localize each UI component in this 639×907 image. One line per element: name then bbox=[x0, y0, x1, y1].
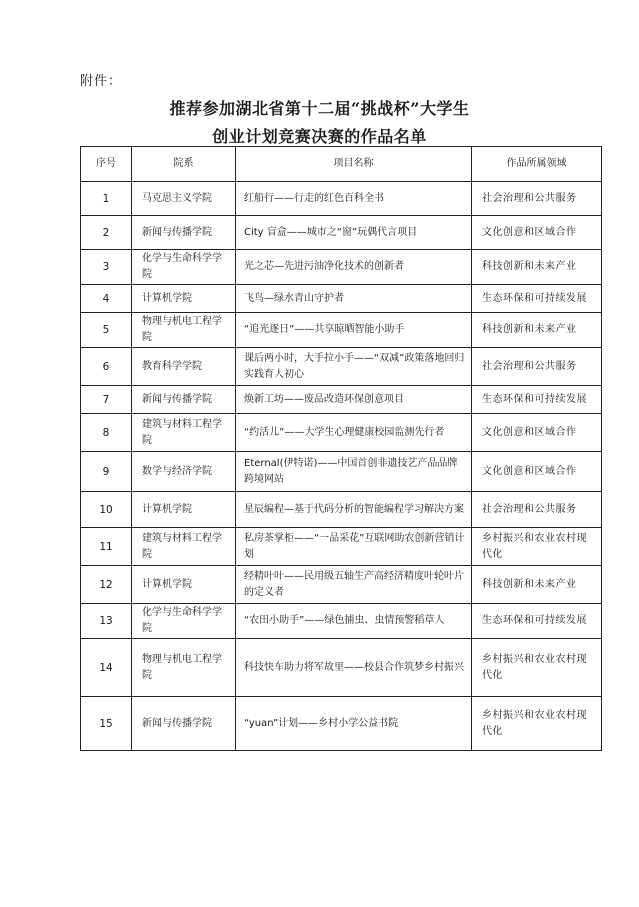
row-department: 化学与生命科学学院 bbox=[132, 250, 236, 285]
row-project-name: “yuan”计划——乡村小学公益书院 bbox=[236, 697, 472, 751]
table-row bbox=[81, 414, 602, 452]
table-row bbox=[81, 182, 602, 216]
row-department: 计算机学院 bbox=[132, 285, 236, 313]
row-number: 11 bbox=[81, 528, 132, 566]
row-project-name: 红船行——行走的红色百科全书 bbox=[236, 182, 472, 216]
table-row bbox=[81, 697, 602, 751]
row-field: 乡村振兴和农业农村现代化 bbox=[472, 697, 602, 751]
row-project-name: “追光逐日”——共享晾晒智能小助手 bbox=[236, 313, 472, 348]
row-project-name: City 盲盒——城市之“窗”玩偶代言项目 bbox=[236, 216, 472, 250]
row-field: 生态环保和可持续发展 bbox=[472, 285, 602, 313]
row-number: 4 bbox=[81, 285, 132, 313]
row-project-name: 飞鸟—绿水青山守护者 bbox=[236, 285, 472, 313]
row-department: 马克思主义学院 bbox=[132, 182, 236, 216]
row-number: 10 bbox=[81, 492, 132, 528]
table-row bbox=[81, 452, 602, 492]
row-number: 1 bbox=[81, 182, 132, 216]
row-field: 乡村振兴和农业农村现代化 bbox=[472, 639, 602, 697]
row-field: 科技创新和未来产业 bbox=[472, 250, 602, 285]
page-title-line1: 推荐参加湖北省第十二届“挑战杯”大学生 bbox=[169, 99, 470, 118]
row-field: 生态环保和可持续发展 bbox=[472, 386, 602, 414]
row-field: 社会治理和公共服务 bbox=[472, 348, 602, 386]
row-field: 社会治理和公共服务 bbox=[472, 182, 602, 216]
page-title-line2: 创业计划竞赛决赛的作品名单 bbox=[212, 127, 427, 146]
table-row bbox=[81, 250, 602, 285]
row-project-name: 经精叶叶——民用级五轴生产高经济精度叶轮叶片的定义者 bbox=[236, 566, 472, 604]
row-department: 新闻与传播学院 bbox=[132, 216, 236, 250]
row-number: 3 bbox=[81, 250, 132, 285]
row-field: 科技创新和未来产业 bbox=[472, 313, 602, 348]
row-number: 2 bbox=[81, 216, 132, 250]
row-department: 物理与机电工程学院 bbox=[132, 639, 236, 697]
row-number: 14 bbox=[81, 639, 132, 697]
row-number: 8 bbox=[81, 414, 132, 452]
table-row bbox=[81, 566, 602, 604]
row-number: 9 bbox=[81, 452, 132, 492]
row-field: 社会治理和公共服务 bbox=[472, 492, 602, 528]
row-department: 物理与机电工程学院 bbox=[132, 313, 236, 348]
table-row bbox=[81, 285, 602, 313]
row-project-name: 光之芯—先进污油净化技术的创新者 bbox=[236, 250, 472, 285]
row-department: 计算机学院 bbox=[132, 492, 236, 528]
row-field: 生态环保和可持续发展 bbox=[472, 604, 602, 639]
row-project-name: “农田小助手”——绿色捕虫、虫情预警稻草人 bbox=[236, 604, 472, 639]
row-department: 新闻与传播学院 bbox=[132, 697, 236, 751]
row-department: 教育科学学院 bbox=[132, 348, 236, 386]
row-field: 科技创新和未来产业 bbox=[472, 566, 602, 604]
row-number: 15 bbox=[81, 697, 132, 751]
header-project-name: 项目名称 bbox=[236, 147, 472, 182]
row-field: 乡村振兴和农业农村现代化 bbox=[472, 528, 602, 566]
table-row bbox=[81, 386, 602, 414]
row-project-name: 私房茶掌柜——“一品采花”互联网助农创新营销计划 bbox=[236, 528, 472, 566]
row-department: 化学与生命科学学院 bbox=[132, 604, 236, 639]
table-header-row bbox=[81, 147, 602, 182]
row-number: 5 bbox=[81, 313, 132, 348]
row-number: 12 bbox=[81, 566, 132, 604]
row-department: 计算机学院 bbox=[132, 566, 236, 604]
row-field: 文化创意和区域合作 bbox=[472, 452, 602, 492]
header-number: 序号 bbox=[81, 147, 132, 182]
row-project-name: Eternal(伊特诺)——中国首创非遗技艺产品品牌跨境网站 bbox=[236, 452, 472, 492]
row-project-name: “约活儿”——大学生心理健康校园监测先行者 bbox=[236, 414, 472, 452]
table-row bbox=[81, 604, 602, 639]
row-project-name: 焕新工坊——废品改造环保创意项目 bbox=[236, 386, 472, 414]
row-department: 数学与经济学院 bbox=[132, 452, 236, 492]
row-project-name: 星辰编程—基于代码分析的智能编程学习解决方案 bbox=[236, 492, 472, 528]
row-number: 13 bbox=[81, 604, 132, 639]
row-department: 建筑与材料工程学院 bbox=[132, 528, 236, 566]
row-project-name: 课后两小时，大手拉小手——“双减”政策落地回归实践育人初心 bbox=[236, 348, 472, 386]
row-field: 文化创意和区域合作 bbox=[472, 216, 602, 250]
row-department: 新闻与传播学院 bbox=[132, 386, 236, 414]
table-row bbox=[81, 313, 602, 348]
table-row bbox=[81, 492, 602, 528]
row-department: 建筑与材料工程学院 bbox=[132, 414, 236, 452]
row-number: 7 bbox=[81, 386, 132, 414]
row-number: 6 bbox=[81, 348, 132, 386]
attachment-label: 附件： bbox=[80, 74, 123, 89]
table-row bbox=[81, 639, 602, 697]
table-row bbox=[81, 216, 602, 250]
table-row bbox=[81, 348, 602, 386]
row-field: 文化创意和区域合作 bbox=[472, 414, 602, 452]
nomination-table bbox=[80, 146, 602, 751]
header-department: 院系 bbox=[132, 147, 236, 182]
row-project-name: 科技快车助力将军故里——校县合作筑梦乡村振兴 bbox=[236, 639, 472, 697]
header-field: 作品所属领域 bbox=[472, 147, 602, 182]
table-row bbox=[81, 528, 602, 566]
